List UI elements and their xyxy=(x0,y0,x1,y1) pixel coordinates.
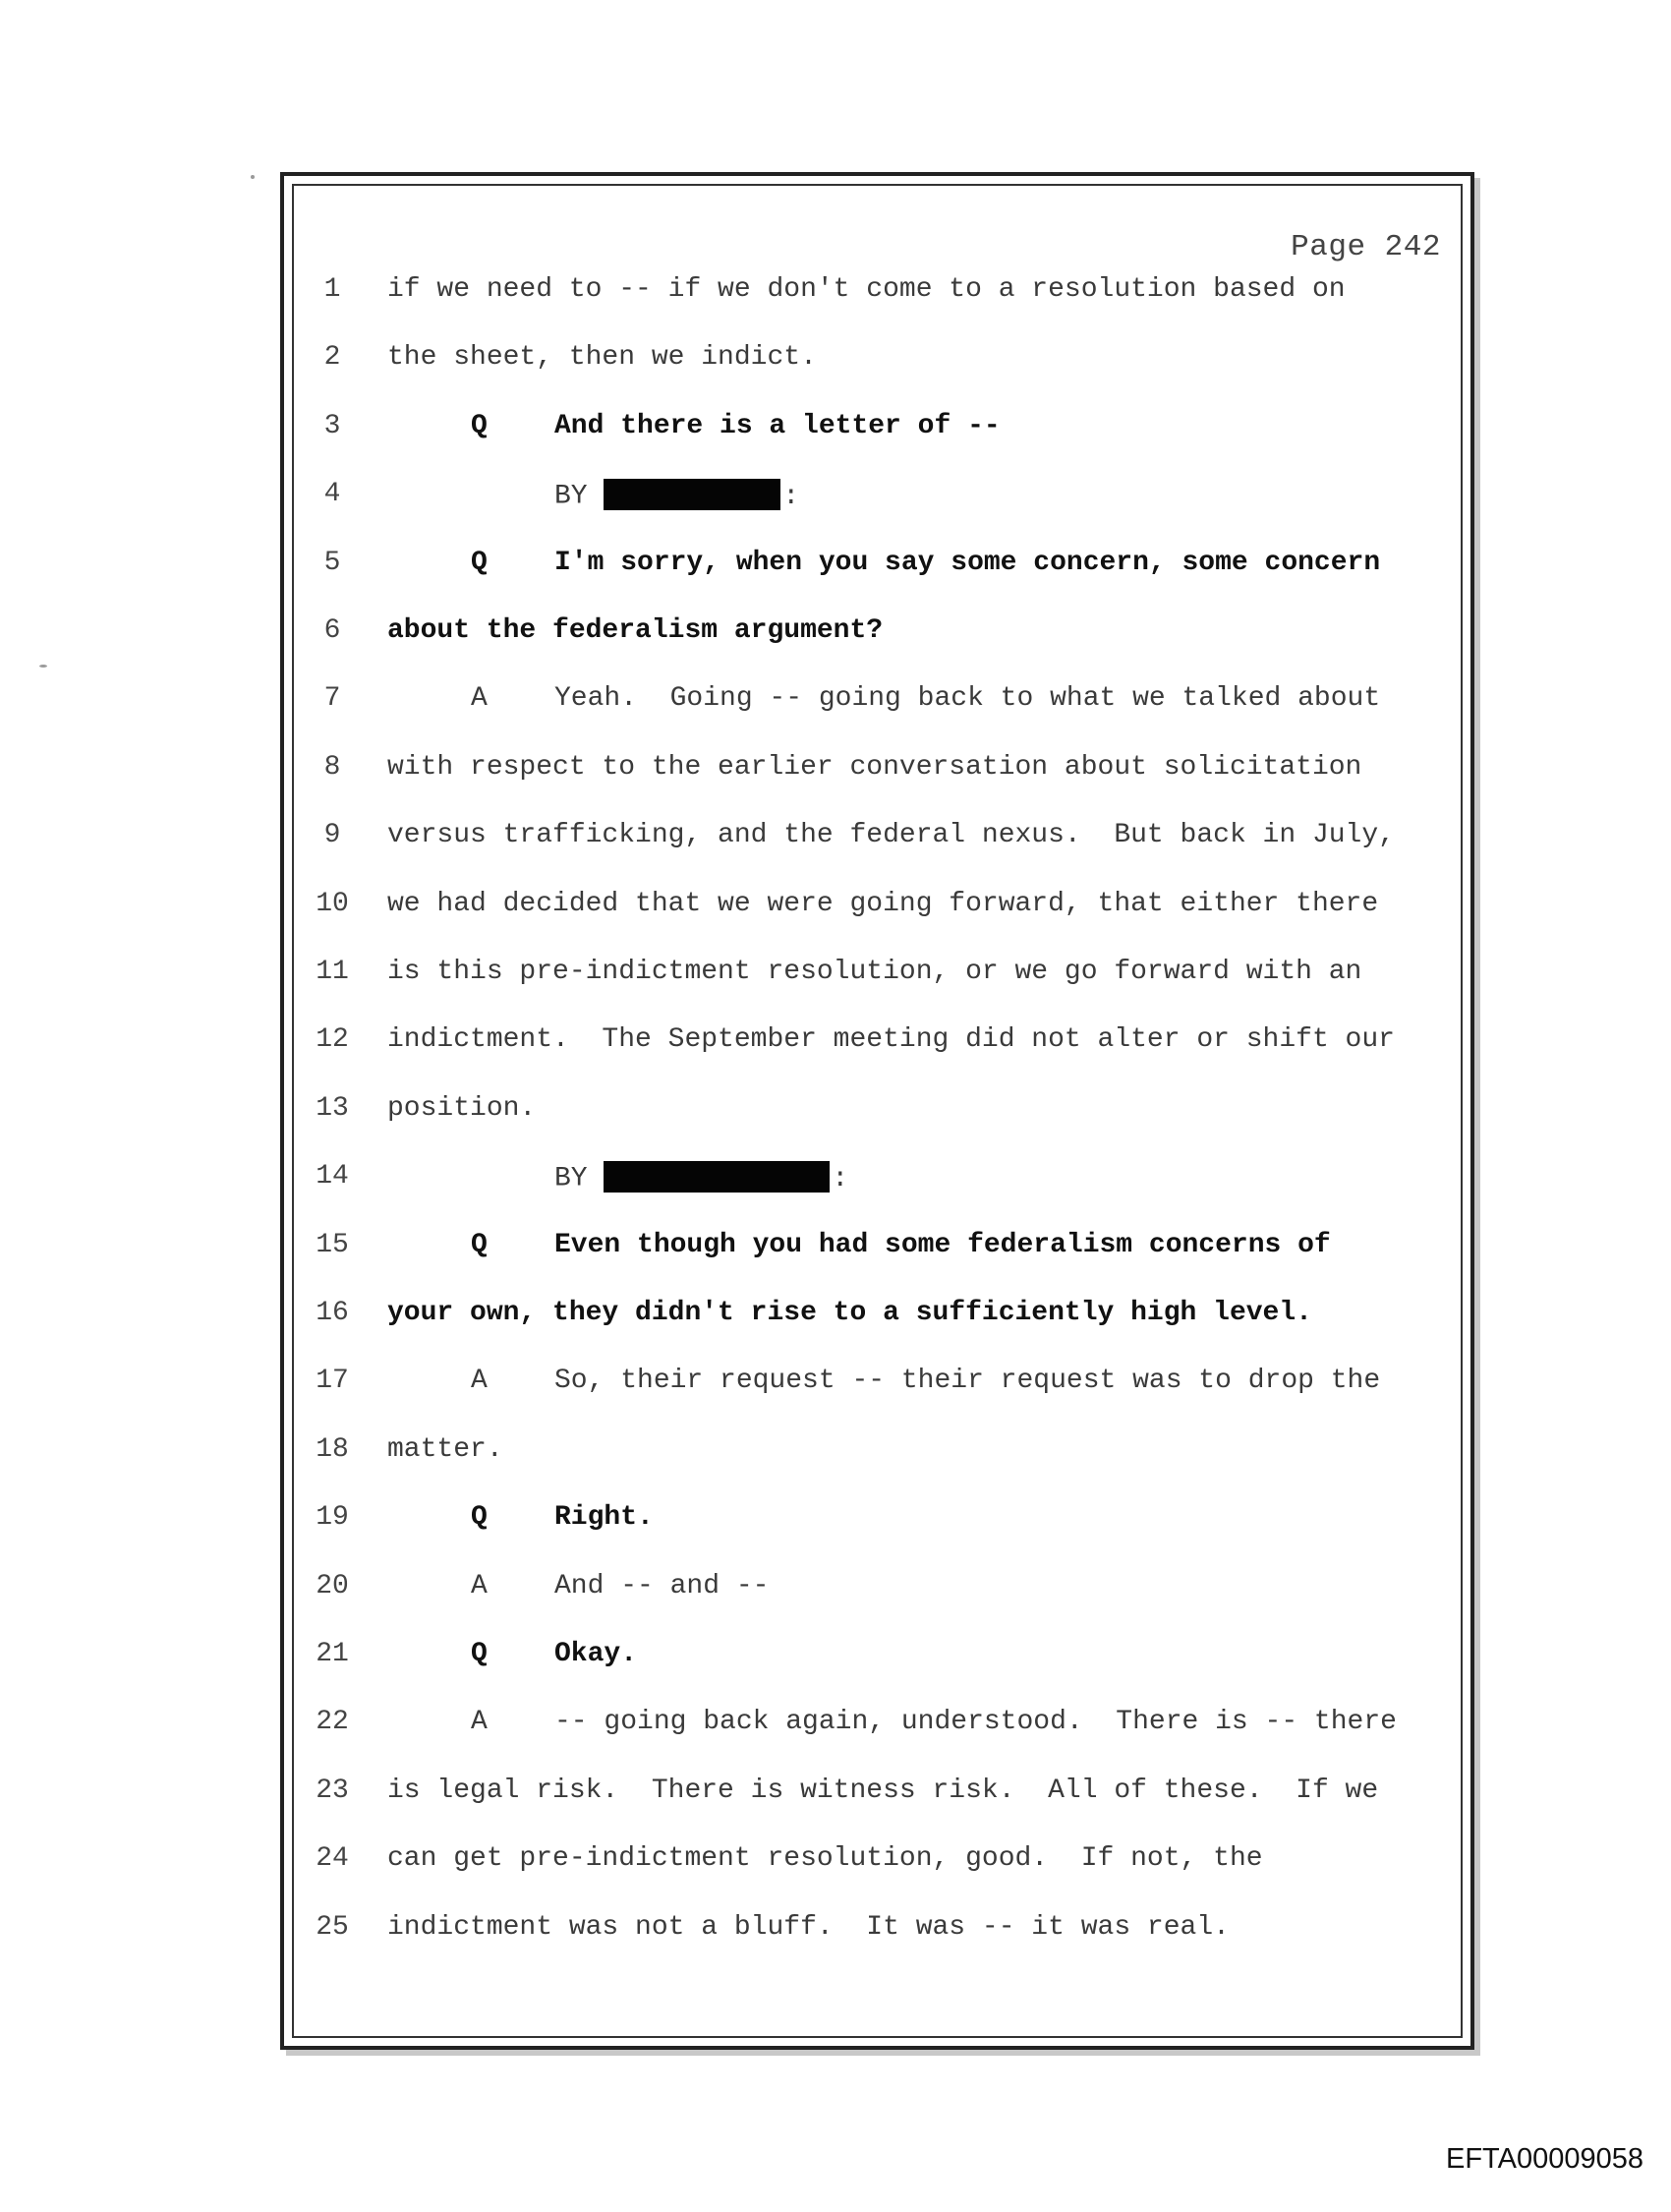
transcript-line xyxy=(294,411,1461,450)
line-body: about the federalism argument? xyxy=(387,615,884,646)
transcript-line xyxy=(294,889,1461,928)
line-number: 13 xyxy=(316,1092,349,1124)
line-body: we had decided that we were going forward, that either there xyxy=(387,888,1379,919)
line-text xyxy=(471,1707,1441,1737)
line-text xyxy=(387,752,1441,783)
line-number: 2 xyxy=(323,342,341,374)
bates-number: EFTA00009058 xyxy=(1446,2143,1643,2175)
line-body: indictment. The September meeting did not alter or shift our xyxy=(387,1024,1395,1056)
line-text xyxy=(471,1639,1441,1669)
line-body: your own, they didn't rise to a sufficiently high level. xyxy=(387,1298,1312,1328)
line-number: 7 xyxy=(323,683,341,715)
scan-speck xyxy=(39,665,47,668)
line-body: Even though you had some federalism concerns of xyxy=(554,1229,1331,1260)
line-body: Okay. xyxy=(554,1639,638,1669)
transcript-line xyxy=(294,274,1461,314)
transcript-line xyxy=(294,1230,1461,1269)
line-number: 5 xyxy=(323,547,341,578)
line-number: 18 xyxy=(316,1433,349,1465)
transcript-line xyxy=(294,1639,1461,1678)
line-text xyxy=(471,548,1441,578)
line-number: 8 xyxy=(323,751,341,783)
speaker-label: A xyxy=(471,1707,488,1738)
transcript-page-frame xyxy=(280,172,1474,2050)
speaker-label: Q xyxy=(471,1502,488,1534)
transcript-line xyxy=(294,1571,1461,1610)
transcript-line xyxy=(294,1093,1461,1133)
transcript-line xyxy=(294,1502,1461,1542)
transcript-line xyxy=(294,548,1461,587)
line-number: 4 xyxy=(323,479,341,510)
speaker-label: Q xyxy=(471,1639,488,1669)
line-body: matter. xyxy=(387,1433,503,1465)
line-text xyxy=(387,615,1441,646)
line-number: 12 xyxy=(316,1024,349,1056)
transcript-line xyxy=(294,1843,1461,1883)
line-number: 1 xyxy=(323,274,341,305)
line-number: 10 xyxy=(316,888,349,919)
colon-mark: : xyxy=(782,481,800,512)
line-number: 3 xyxy=(323,410,341,441)
line-body: I'm sorry, when you say some concern, some concern xyxy=(554,547,1381,578)
line-text xyxy=(471,1366,1441,1396)
line-body: can get pre-indictment resolution, good. If not, the xyxy=(387,1843,1263,1875)
line-body: the sheet, then we indict. xyxy=(387,342,817,374)
line-body: Right. xyxy=(554,1502,654,1534)
redaction-block xyxy=(604,1161,830,1193)
line-number: 11 xyxy=(316,957,349,987)
line-number: 16 xyxy=(316,1298,349,1328)
line-body: -- going back again, understood. There is -- there xyxy=(554,1707,1397,1738)
examiner-label: BY xyxy=(554,1163,605,1194)
line-body: indictment was not a bluff. It was -- it was real. xyxy=(387,1911,1230,1943)
line-body: position. xyxy=(387,1092,537,1124)
transcript-line xyxy=(294,479,1461,518)
line-number: 17 xyxy=(316,1366,349,1397)
speaker-label: Q xyxy=(471,410,488,441)
line-number: 25 xyxy=(316,1911,349,1943)
line-number: 14 xyxy=(316,1161,349,1193)
line-body: is legal risk. There is witness risk. All of these. If we xyxy=(387,1775,1379,1806)
transcript-line xyxy=(294,1298,1461,1337)
line-body: if we need to -- if we don't come to a resolution based on xyxy=(387,274,1346,305)
line-text xyxy=(387,1024,1441,1055)
transcript-line xyxy=(294,1366,1461,1405)
line-text xyxy=(387,820,1441,850)
transcript-line xyxy=(294,1434,1461,1474)
transcript-line xyxy=(294,820,1461,859)
line-text xyxy=(387,274,1441,305)
transcript-line xyxy=(294,1912,1461,1951)
line-number: 9 xyxy=(323,820,341,851)
transcript-line xyxy=(294,683,1461,723)
line-text xyxy=(471,1230,1441,1260)
examiner-label: BY xyxy=(554,481,605,512)
line-text xyxy=(387,889,1441,919)
page-number-label: Page 242 xyxy=(1291,230,1441,264)
redaction-block xyxy=(604,479,780,510)
line-body: with respect to the earlier conversation about solicitation xyxy=(387,751,1362,783)
line-text xyxy=(387,1093,1441,1124)
speaker-label: A xyxy=(471,683,488,715)
line-number: 22 xyxy=(316,1707,349,1738)
line-number: 23 xyxy=(316,1775,349,1806)
transcript-line xyxy=(294,615,1461,655)
transcript-line xyxy=(294,957,1461,996)
line-text xyxy=(387,957,1441,987)
line-text xyxy=(471,1502,1441,1533)
line-body: versus trafficking, and the federal nexus. But back in July, xyxy=(387,820,1395,851)
line-number: 20 xyxy=(316,1570,349,1601)
transcript-line xyxy=(294,1707,1461,1746)
transcript-page-inner-border xyxy=(292,184,1463,2038)
line-number: 19 xyxy=(316,1502,349,1534)
line-text xyxy=(471,683,1441,714)
line-body: So, their request -- their request was to drop the xyxy=(554,1366,1381,1397)
speaker-label: A xyxy=(471,1366,488,1397)
speaker-label: A xyxy=(471,1570,488,1601)
speaker-label: Q xyxy=(471,547,488,578)
transcript-line xyxy=(294,752,1461,791)
transcript-line xyxy=(294,1024,1461,1064)
transcript-line xyxy=(294,342,1461,381)
transcript-line xyxy=(294,1775,1461,1815)
line-text xyxy=(387,1434,1441,1465)
line-number: 24 xyxy=(316,1843,349,1875)
line-body: And there is a letter of -- xyxy=(554,410,1001,441)
scan-speck xyxy=(251,175,255,179)
line-number: 15 xyxy=(316,1229,349,1260)
line-body: Yeah. Going -- going back to what we talked about xyxy=(554,683,1381,715)
line-body: And -- and -- xyxy=(554,1570,770,1601)
line-text xyxy=(387,1298,1441,1328)
colon-mark: : xyxy=(832,1163,849,1194)
line-text xyxy=(471,1571,1441,1601)
line-text xyxy=(554,1161,1441,1194)
line-text xyxy=(387,1843,1441,1874)
line-body: is this pre-indictment resolution, or we go forward with an xyxy=(387,957,1362,987)
speaker-label: Q xyxy=(471,1229,488,1260)
line-text xyxy=(387,342,1441,373)
line-number: 6 xyxy=(323,615,341,646)
line-text xyxy=(554,479,1441,512)
line-text xyxy=(387,1775,1441,1806)
line-text xyxy=(471,411,1441,441)
transcript-line xyxy=(294,1161,1461,1200)
line-number: 21 xyxy=(316,1639,349,1669)
line-text xyxy=(387,1912,1441,1943)
